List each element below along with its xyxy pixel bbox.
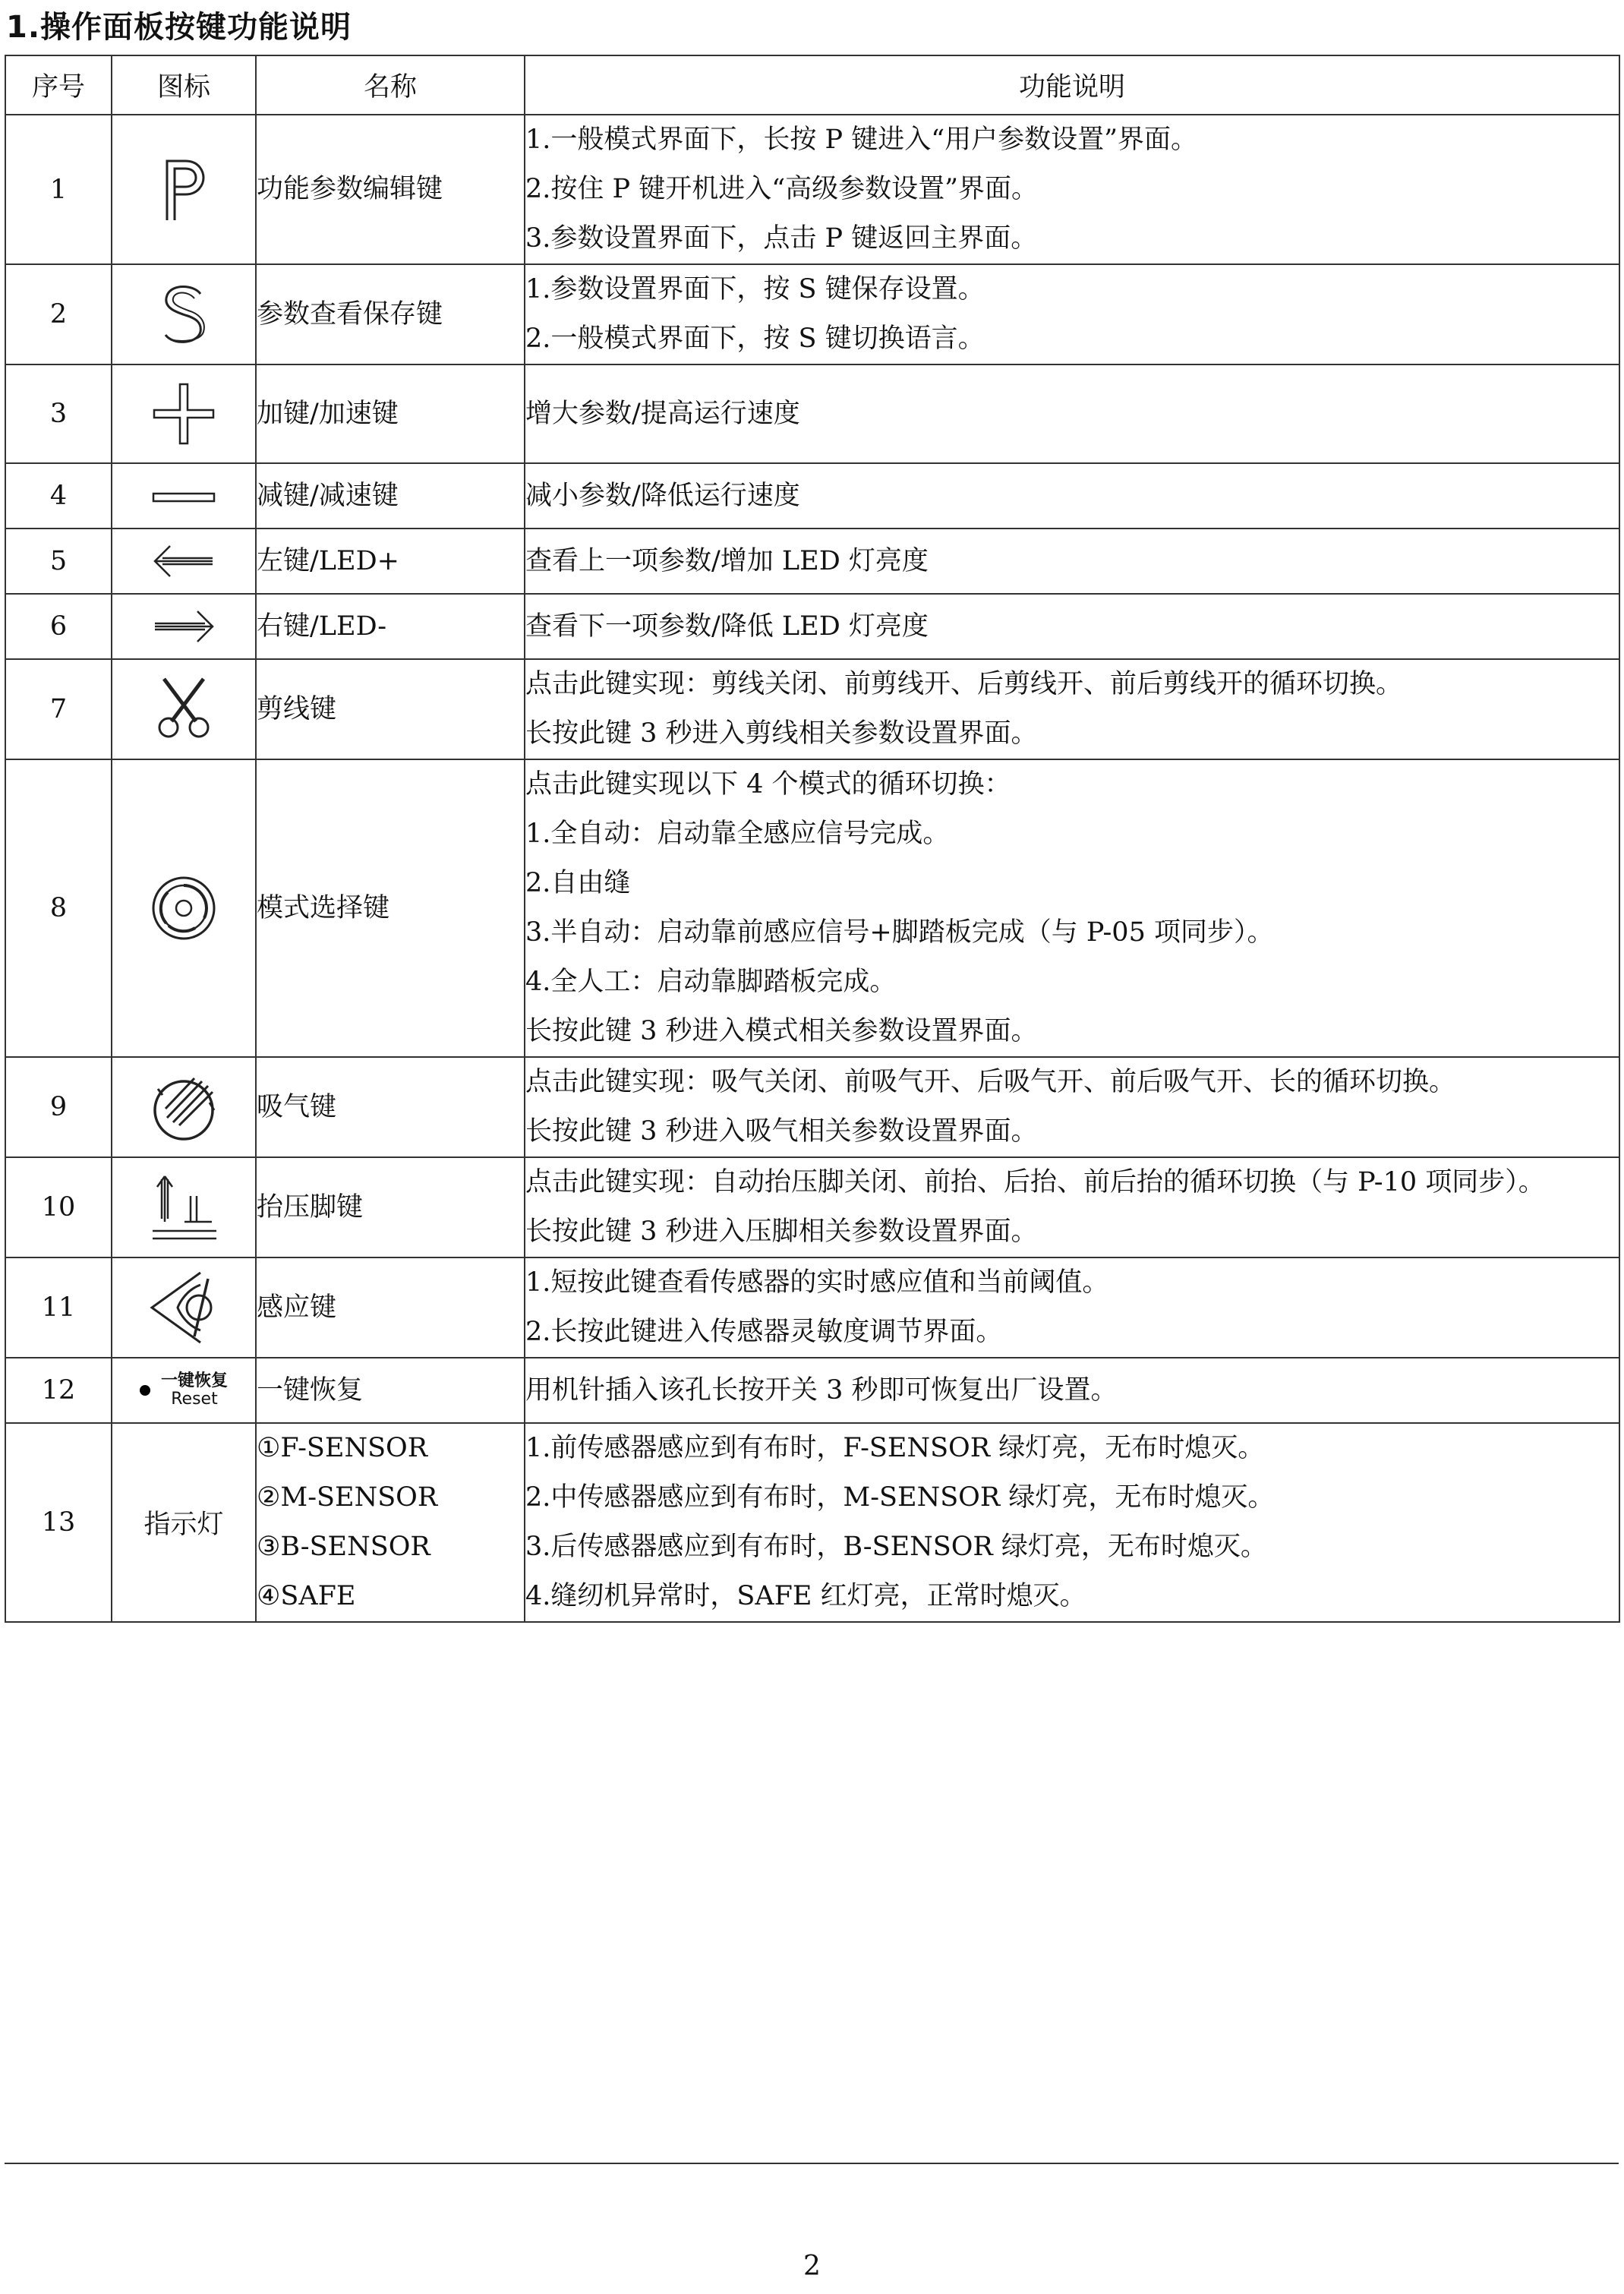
icon-cell (112, 594, 256, 659)
page-number: 2 (803, 2251, 821, 2282)
description-cell (525, 1157, 1619, 1257)
key-name-cell (256, 1157, 525, 1257)
icon-cell (112, 364, 256, 463)
description-line: 4.缝纫机异常时，SAFE 红灯亮，正常时熄灭。 (525, 1581, 1086, 1611)
key-name-cell (256, 1057, 525, 1157)
table-row (5, 594, 1619, 659)
description-line: 1.全自动：启动靠全感应信号完成。 (525, 819, 950, 849)
key-name: 左键/LED+ (257, 545, 399, 576)
key-name: 减键/减速键 (257, 480, 399, 511)
row-number: 13 (5, 1423, 112, 1622)
header-icon: 图标 (112, 55, 256, 115)
row-number: 12 (5, 1358, 112, 1423)
description-cell (525, 659, 1619, 759)
icon-cell (112, 529, 256, 594)
key-name-cell (256, 264, 525, 364)
description-line: 点击此键实现：自动抬压脚关闭、前抬、后抬、前后抬的循环切换（与 P-10 项同步）。 (525, 1167, 1545, 1197)
reset-icon-text: 一键恢复 (160, 1371, 228, 1390)
header-name: 名称 (256, 55, 525, 115)
footer-rule (5, 2163, 1619, 2164)
description-line: 2.一般模式界面下，按 S 键切换语言。 (525, 323, 985, 354)
key-name: ④SAFE (257, 1581, 356, 1611)
table-row (5, 1257, 1619, 1358)
key-name-cell (256, 1423, 525, 1622)
description-cell (525, 115, 1619, 264)
air-suction-icon (149, 1072, 219, 1142)
key-name-cell (256, 115, 525, 264)
mode-select-icon (150, 874, 218, 942)
description-line: 长按此键 3 秒进入剪线相关参数设置界面。 (525, 718, 1038, 749)
row-number: 9 (5, 1057, 112, 1157)
description-line: 2.自由缝 (525, 868, 631, 898)
icon-cell (112, 1057, 256, 1157)
sensor-eye-icon (147, 1270, 220, 1346)
key-name: 参数查看保存键 (257, 298, 443, 330)
row-number: 4 (5, 463, 112, 529)
reset-hole-icon (140, 1385, 150, 1396)
table-row (5, 529, 1619, 594)
description-line: 点击此键实现：吸气关闭、前吸气开、后吸气开、前后吸气开、长的循环切换。 (525, 1067, 1456, 1097)
row-number: 3 (5, 364, 112, 463)
table-row (5, 759, 1619, 1057)
key-name: 右键/LED- (257, 611, 387, 642)
description-line: 2.中传感器感应到有布时，M-SENSOR 绿灯亮，无布时熄灭。 (525, 1482, 1275, 1513)
description-line: 长按此键 3 秒进入吸气相关参数设置界面。 (525, 1116, 1038, 1147)
scissors-icon (153, 677, 214, 741)
table-row (5, 264, 1619, 364)
header-desc: 功能说明 (525, 55, 1619, 115)
row-number: 7 (5, 659, 112, 759)
icon-cell (112, 1358, 256, 1423)
description-cell (525, 463, 1619, 529)
row-number: 10 (5, 1157, 112, 1257)
description-cell (525, 1423, 1619, 1622)
description-line: 查看下一项参数/降低 LED 灯亮度 (525, 611, 929, 642)
key-name: ②M-SENSOR (257, 1482, 438, 1513)
row-number: 5 (5, 529, 112, 594)
description-cell (525, 594, 1619, 659)
description-line: 用机针插入该孔长按开关 3 秒即可恢复出厂设置。 (525, 1374, 1118, 1406)
key-name-cell (256, 463, 525, 529)
reset-icon (140, 1372, 228, 1409)
icon-cell (112, 1157, 256, 1257)
description-line: 1.一般模式界面下，长按 P 键进入“用户参数设置”界面。 (525, 125, 1197, 155)
table-row (5, 1057, 1619, 1157)
key-name: 感应键 (257, 1292, 337, 1323)
key-name-cell (256, 529, 525, 594)
row-number: 8 (5, 759, 112, 1057)
plus-icon (153, 383, 215, 445)
description-line: 点击此键实现以下 4 个模式的循环切换： (525, 769, 1011, 800)
header-no: 序号 (5, 55, 112, 115)
key-name-cell (256, 594, 525, 659)
description-cell (525, 1057, 1619, 1157)
icon-cell (112, 759, 256, 1057)
description-line: 减小参数/降低运行速度 (525, 480, 800, 511)
description-line: 点击此键实现：剪线关闭、前剪线开、后剪线开、前后剪线开的循环切换。 (525, 669, 1403, 699)
description-cell (525, 529, 1619, 594)
key-name-cell (256, 364, 525, 463)
table-row (5, 659, 1619, 759)
row-number: 11 (5, 1257, 112, 1358)
minus-icon (152, 491, 216, 503)
description-line: 2.按住 P 键开机进入“高级参数设置”界面。 (525, 174, 1038, 204)
description-line: 4.全人工：启动靠脚踏板完成。 (525, 967, 897, 997)
key-name: 模式选择键 (257, 892, 390, 923)
description-line: 2.长按此键进入传感器灵敏度调节界面。 (525, 1317, 1003, 1347)
icon-cell (112, 1257, 256, 1358)
table-row (5, 115, 1619, 264)
presser-foot-icon (148, 1173, 219, 1242)
key-name: 抬压脚键 (257, 1191, 364, 1223)
description-line: 1.参数设置界面下，按 S 键保存设置。 (525, 274, 985, 304)
description-cell (525, 364, 1619, 463)
description-line: 1.前传感器感应到有布时，F-SENSOR 绿灯亮，无布时熄灭。 (525, 1433, 1265, 1463)
table-row (5, 1358, 1619, 1423)
s-letter-icon (159, 282, 208, 347)
key-name-cell (256, 759, 525, 1057)
description-line: 1.短按此键查看传感器的实时感应值和当前阈值。 (525, 1267, 1109, 1298)
description-line: 长按此键 3 秒进入压脚相关参数设置界面。 (525, 1216, 1038, 1247)
table-row (5, 1423, 1619, 1622)
icon-cell (112, 264, 256, 364)
description-line: 3.参数设置界面下，点击 P 键返回主界面。 (525, 223, 1038, 254)
reset-icon-text: Reset (171, 1390, 218, 1409)
key-name: 一键恢复 (257, 1374, 364, 1406)
key-name: 剪线键 (257, 693, 337, 724)
description-cell (525, 1358, 1619, 1423)
key-name: 吸气键 (257, 1091, 337, 1122)
table-header-row (5, 55, 1619, 115)
key-name-cell (256, 659, 525, 759)
table-row (5, 1157, 1619, 1257)
table-row (5, 364, 1619, 463)
indicator-label: 指示灯 (112, 1423, 256, 1622)
description-line: 查看上一项参数/增加 LED 灯亮度 (525, 545, 929, 576)
description-cell (525, 759, 1619, 1057)
description-line: 3.半自动：启动靠前感应信号+脚踏板完成（与 P-05 项同步）。 (525, 917, 1274, 948)
arrow-left-icon (152, 544, 216, 578)
key-name: 加键/加速键 (257, 398, 399, 429)
key-function-table (5, 55, 1620, 1623)
key-name-cell (256, 1257, 525, 1358)
row-number: 6 (5, 594, 112, 659)
description-cell (525, 1257, 1619, 1358)
row-number: 1 (5, 115, 112, 264)
description-line: 长按此键 3 秒进入模式相关参数设置界面。 (525, 1016, 1038, 1046)
icon-cell (112, 659, 256, 759)
description-line: 3.后传感器感应到有布时，B-SENSOR 绿灯亮，无布时熄灭。 (525, 1532, 1267, 1562)
icon-cell (112, 463, 256, 529)
description-line: 增大参数/提高运行速度 (525, 398, 800, 429)
key-name: 功能参数编辑键 (257, 174, 443, 204)
description-cell (525, 264, 1619, 364)
table-row (5, 463, 1619, 529)
key-name: ①F-SENSOR (257, 1433, 428, 1463)
arrow-right-icon (152, 610, 216, 643)
key-name-cell (256, 1358, 525, 1423)
icon-cell (112, 115, 256, 264)
key-name: ③B-SENSOR (257, 1532, 430, 1562)
section-heading: 1.操作面板按键功能说明 (6, 10, 352, 45)
p-letter-icon (161, 158, 207, 222)
row-number: 2 (5, 264, 112, 364)
